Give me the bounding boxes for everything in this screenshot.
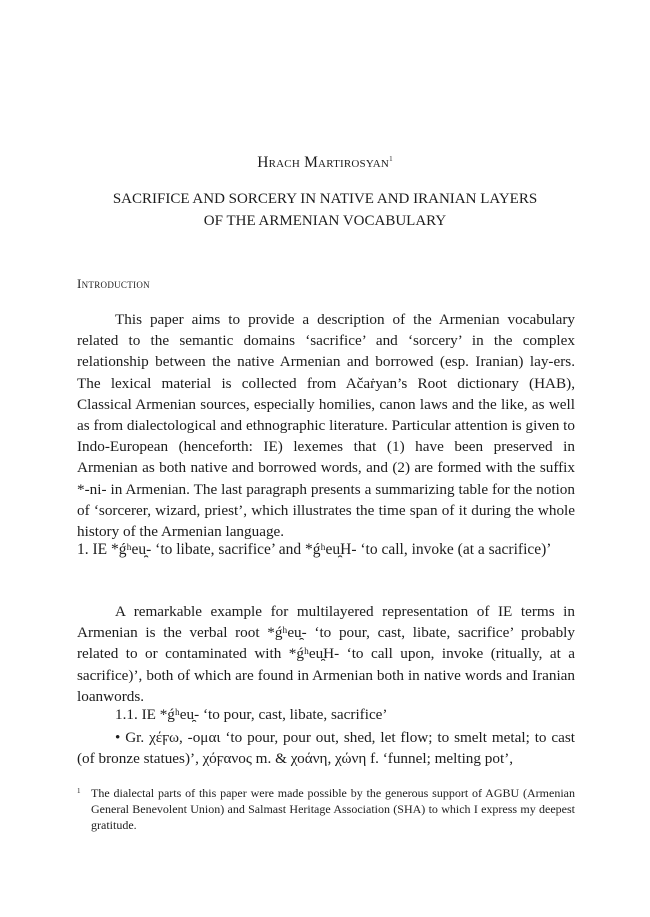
footnote-text: The dialectal parts of this paper were made possible by the generous support of AGBU (Armenian General Benevolent Union) and Salmast Heritage Association (SHA) to which I express my deepest gratitude. [91, 786, 575, 832]
introduction-heading: Introduction [77, 276, 150, 291]
introduction-paragraph [77, 309, 575, 542]
title-line-2: OF THE ARMENIAN VOCABULARY [203, 213, 447, 229]
author-name [0, 154, 650, 172]
author-name-text: Hrach Martirosyan [257, 154, 390, 171]
section-1-heading: 1. IE *ǵʰeu̯- ‘to libate, sacrifice’ and *ǵʰeu̯H- ‘to call, invoke (at a sacrifice)’ [77, 541, 552, 558]
greek-forms-paragraph: • Gr. χέϝω, -ομαι ‘to pour, pour out, shed, let flow; to smelt metal; to cast (of bronze statues)’, χόϝανος m. & χοάνη, χώνη f. ‘funnel; melting pot’, [77, 729, 575, 768]
title-line-1: SACRIFICE AND SORCERY IN NATIVE AND IRANIAN LAYERS [112, 191, 538, 207]
author-footnote-marker: 1 [389, 155, 393, 163]
introduction-text: This paper aims to provide a description of the Armenian vocabulary related to the semantic domains ‘sacrifice’ and ‘sorcery’ in the complex relationship between the native Armenian and borrowed (esp. Iranian) lay-ers. The lexical material is collected from Ačaṙyan’s Root dictionary (HAB), Classical Armenian sources, especially homilies, canon laws and the like, as well as from dialectological and ethnographic literature. Particular attention is given to Indo-European (henceforth: IE) lexemes that (1) have been preserved in Armenian as both native and borrowed words, and (2) are formed with the suffix *-ni- in Armenian. The last paragraph presents a summarizing table for the notion of ‘sorcerer, wizard, priest’, which illustrates the time span of it during the whole history of the Armenian language. [77, 311, 575, 541]
section-1-paragraph: A remarkable example for multilayered representation of IE terms in Armenian is the verbal root *ǵʰeu̯- ‘to pour, cast, libate, sacrifice’ probably related to or contaminated with *ǵʰeu̯H- ‘to call upon, invoke (ritually, at a sacrifice)’, both of which are found in Armenian both in native words and Iranian loanwords. [77, 603, 575, 705]
footnote [77, 785, 575, 833]
paper-title [40, 188, 610, 232]
subsection-1-1-heading: 1.1. IE *ǵʰeu̯- ‘to pour, cast, libate, sacrifice’ [115, 706, 388, 723]
footnote-marker: 1 [77, 787, 81, 795]
